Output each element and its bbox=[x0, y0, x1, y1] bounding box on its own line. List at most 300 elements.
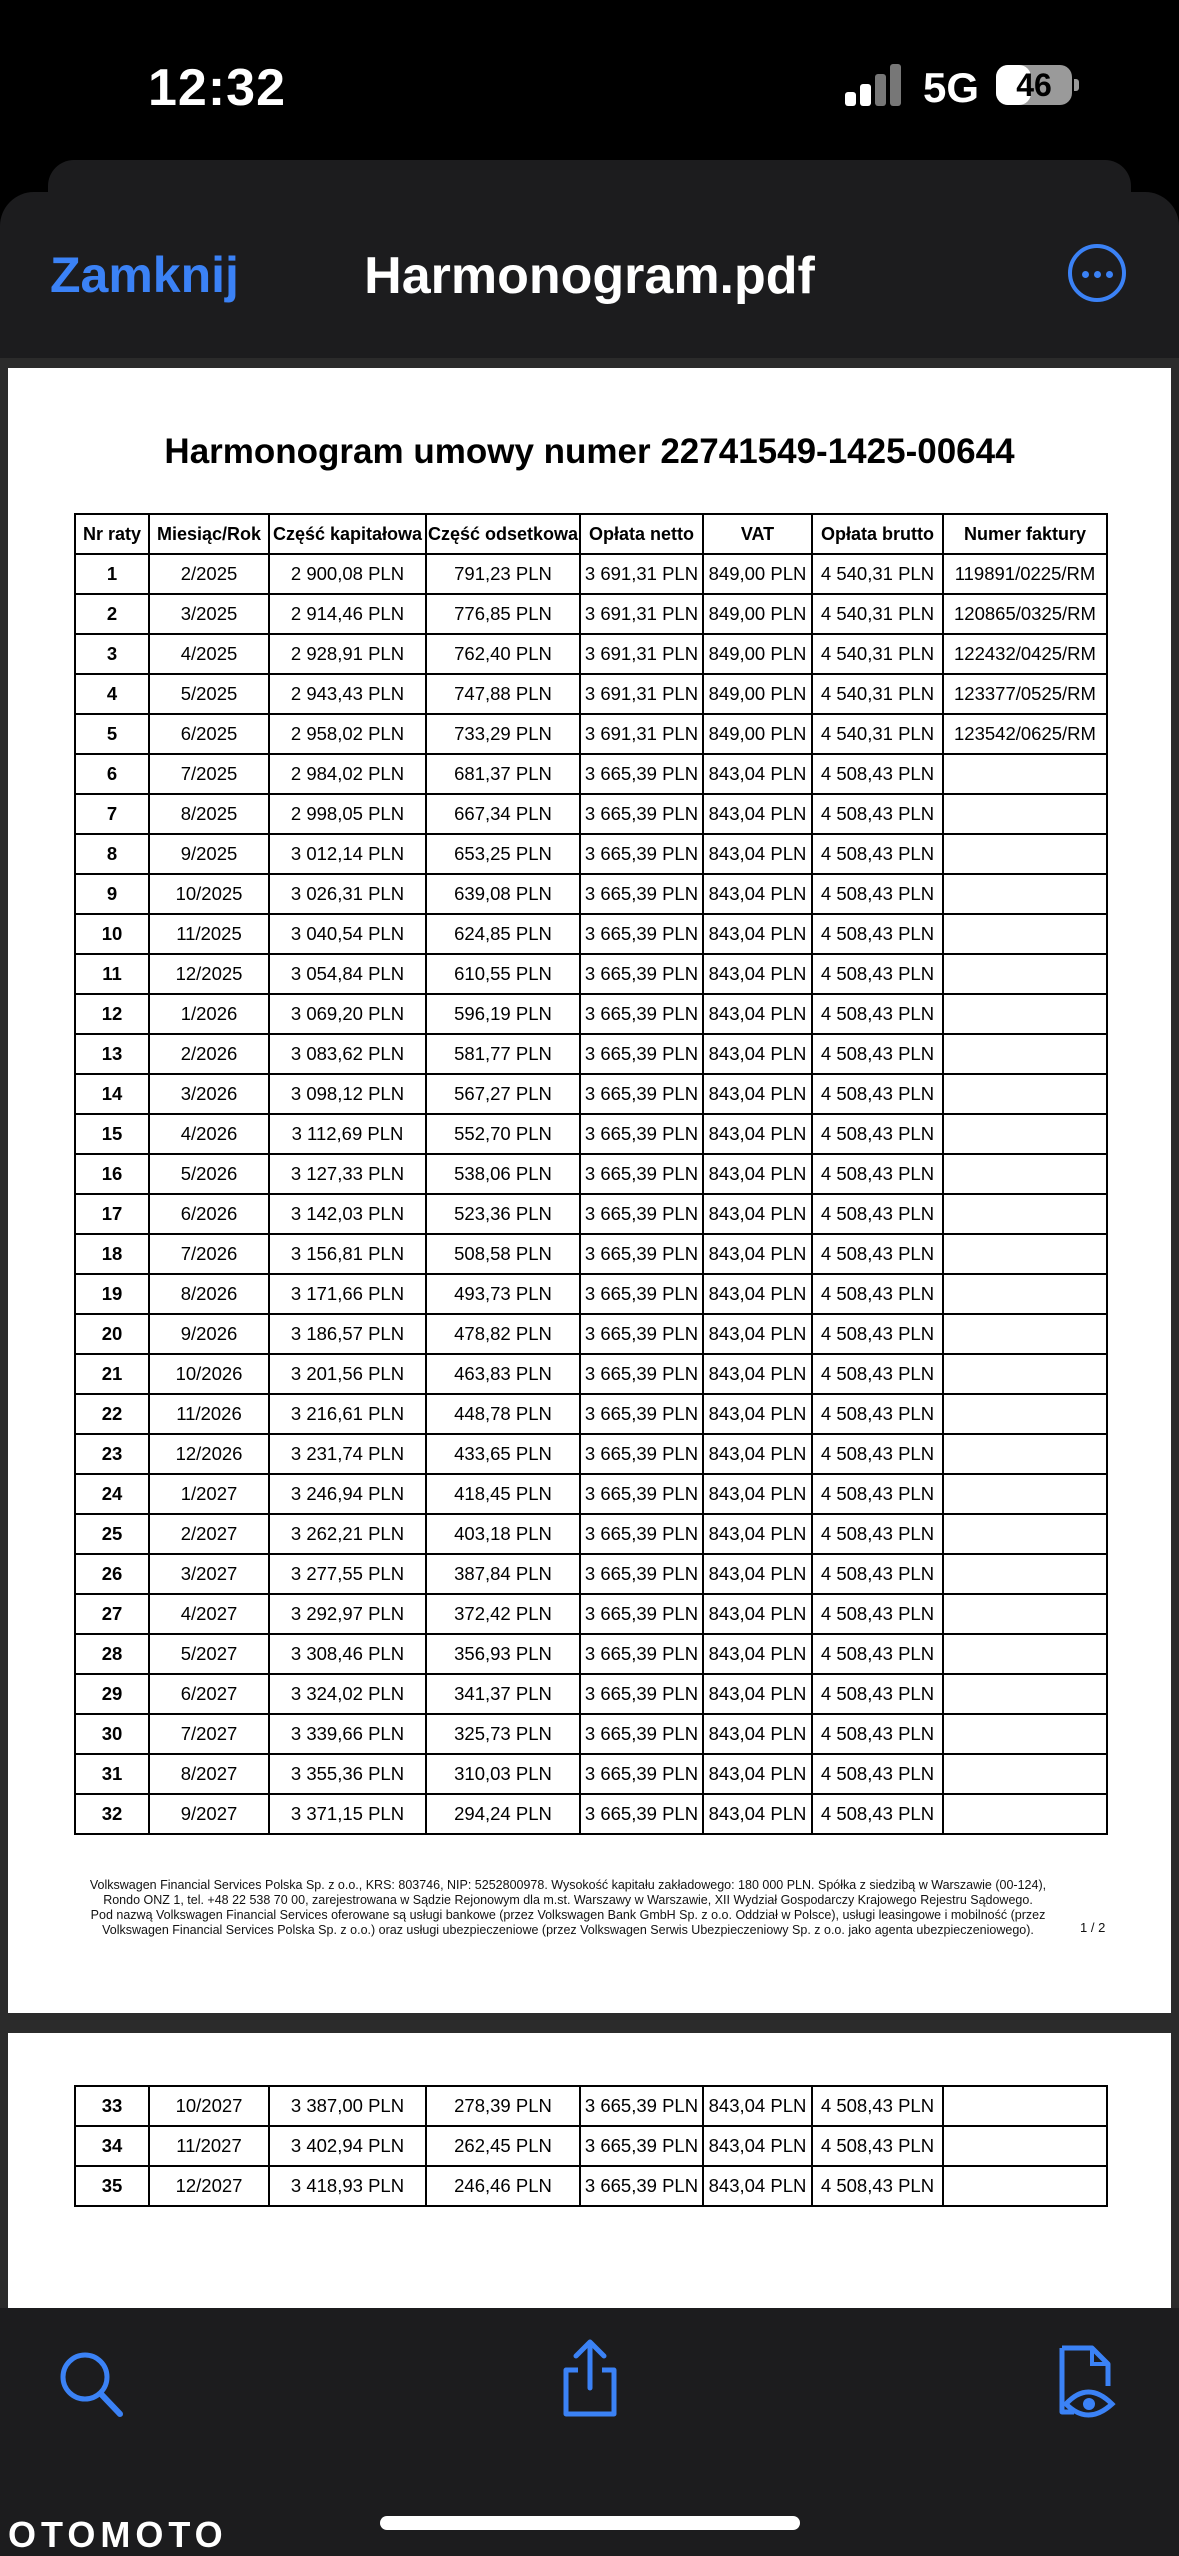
table-cell: 538,06 PLN bbox=[426, 1154, 580, 1194]
table-cell: 463,83 PLN bbox=[426, 1354, 580, 1394]
table-cell: 11/2027 bbox=[149, 2126, 269, 2166]
table-cell: 5/2025 bbox=[149, 674, 269, 714]
table-cell bbox=[943, 1674, 1107, 1714]
table-cell bbox=[943, 2126, 1107, 2166]
table-cell: 567,27 PLN bbox=[426, 1074, 580, 1114]
pdf-page-1 bbox=[8, 368, 1171, 2013]
home-indicator[interactable] bbox=[380, 2516, 800, 2530]
table-cell bbox=[943, 1554, 1107, 1594]
table-cell: 2 958,02 PLN bbox=[269, 714, 426, 754]
table-cell: 4 508,43 PLN bbox=[812, 1034, 943, 1074]
status-time: 12:32 bbox=[148, 59, 286, 117]
table-row bbox=[75, 1234, 1107, 1274]
table-cell: 3 665,39 PLN bbox=[580, 1314, 703, 1354]
table-cell: 372,42 PLN bbox=[426, 1594, 580, 1634]
table-cell: 849,00 PLN bbox=[703, 714, 812, 754]
table-cell: 34 bbox=[75, 2126, 149, 2166]
table-cell bbox=[943, 1594, 1107, 1634]
table-cell: 639,08 PLN bbox=[426, 874, 580, 914]
table-cell: 4 508,43 PLN bbox=[812, 1114, 943, 1154]
table-cell: 733,29 PLN bbox=[426, 714, 580, 754]
table-cell: 3 054,84 PLN bbox=[269, 954, 426, 994]
table-cell: 849,00 PLN bbox=[703, 634, 812, 674]
table-row bbox=[75, 1554, 1107, 1594]
table-row bbox=[75, 2126, 1107, 2166]
table-cell: 843,04 PLN bbox=[703, 1274, 812, 1314]
table-cell: 3 665,39 PLN bbox=[580, 874, 703, 914]
table-cell: 35 bbox=[75, 2166, 149, 2206]
table-cell bbox=[943, 1474, 1107, 1514]
table-cell: 3 665,39 PLN bbox=[580, 1114, 703, 1154]
column-header: Numer faktury bbox=[943, 514, 1107, 554]
table-cell: 7/2026 bbox=[149, 1234, 269, 1274]
table-cell: 4 508,43 PLN bbox=[812, 1794, 943, 1834]
table-cell: 843,04 PLN bbox=[703, 1074, 812, 1114]
table-cell: 4 508,43 PLN bbox=[812, 2126, 943, 2166]
table-cell: 341,37 PLN bbox=[426, 1674, 580, 1714]
legal-footer bbox=[78, 1878, 1058, 1938]
table-cell: 4 508,43 PLN bbox=[812, 1514, 943, 1554]
table-cell: 3 665,39 PLN bbox=[580, 1274, 703, 1314]
table-cell: 3 186,57 PLN bbox=[269, 1314, 426, 1354]
column-header: Opłata brutto bbox=[812, 514, 943, 554]
table-cell: 3 069,20 PLN bbox=[269, 994, 426, 1034]
table-row bbox=[75, 1354, 1107, 1394]
table-cell: 24 bbox=[75, 1474, 149, 1514]
table-cell: 3 355,36 PLN bbox=[269, 1754, 426, 1794]
table-cell: 4 540,31 PLN bbox=[812, 634, 943, 674]
table-cell: 6/2026 bbox=[149, 1194, 269, 1234]
table-cell: 4 540,31 PLN bbox=[812, 714, 943, 754]
table-cell: 4 508,43 PLN bbox=[812, 834, 943, 874]
table-cell: 843,04 PLN bbox=[703, 1474, 812, 1514]
table-cell: 843,04 PLN bbox=[703, 954, 812, 994]
table-cell: 17 bbox=[75, 1194, 149, 1234]
table-cell: 19 bbox=[75, 1274, 149, 1314]
table-cell: 3 691,31 PLN bbox=[580, 634, 703, 674]
table-cell: 3 142,03 PLN bbox=[269, 1194, 426, 1234]
table-cell: 7/2027 bbox=[149, 1714, 269, 1754]
table-row bbox=[75, 554, 1107, 594]
table-cell: 1 bbox=[75, 554, 149, 594]
table-row bbox=[75, 1514, 1107, 1554]
table-cell: 3 665,39 PLN bbox=[580, 1714, 703, 1754]
table-cell: 3 665,39 PLN bbox=[580, 1074, 703, 1114]
table-cell: 4 508,43 PLN bbox=[812, 1354, 943, 1394]
table-cell bbox=[943, 1234, 1107, 1274]
table-cell: 843,04 PLN bbox=[703, 1634, 812, 1674]
table-row bbox=[75, 1114, 1107, 1154]
table-cell: 4 508,43 PLN bbox=[812, 1474, 943, 1514]
table-cell: 30 bbox=[75, 1714, 149, 1754]
table-cell: 4 508,43 PLN bbox=[812, 1554, 943, 1594]
table-cell: 1/2026 bbox=[149, 994, 269, 1034]
table-cell: 4 508,43 PLN bbox=[812, 994, 943, 1034]
table-header-row bbox=[75, 514, 1107, 554]
table-cell: 3 026,31 PLN bbox=[269, 874, 426, 914]
table-cell: 843,04 PLN bbox=[703, 1674, 812, 1714]
table-cell: 2 984,02 PLN bbox=[269, 754, 426, 794]
table-cell: 3 691,31 PLN bbox=[580, 554, 703, 594]
table-cell: 4 508,43 PLN bbox=[812, 1314, 943, 1354]
table-cell: 776,85 PLN bbox=[426, 594, 580, 634]
table-cell: 2 900,08 PLN bbox=[269, 554, 426, 594]
table-cell: 2 914,46 PLN bbox=[269, 594, 426, 634]
table-cell: 3 083,62 PLN bbox=[269, 1034, 426, 1074]
table-cell: 4 508,43 PLN bbox=[812, 1154, 943, 1194]
table-cell: 478,82 PLN bbox=[426, 1314, 580, 1354]
table-cell: 18 bbox=[75, 1234, 149, 1274]
table-cell bbox=[943, 834, 1107, 874]
share-icon[interactable] bbox=[560, 2338, 620, 2418]
table-cell: 3 665,39 PLN bbox=[580, 2086, 703, 2126]
table-cell: 3 665,39 PLN bbox=[580, 1594, 703, 1634]
table-cell: 3 665,39 PLN bbox=[580, 1034, 703, 1074]
table-cell: 493,73 PLN bbox=[426, 1274, 580, 1314]
table-cell: 2/2026 bbox=[149, 1034, 269, 1074]
table-cell: 33 bbox=[75, 2086, 149, 2126]
column-header: Część kapitałowa bbox=[269, 514, 426, 554]
table-cell bbox=[943, 1314, 1107, 1354]
table-cell bbox=[943, 1034, 1107, 1074]
table-cell: 2 943,43 PLN bbox=[269, 674, 426, 714]
table-cell: 2/2027 bbox=[149, 1514, 269, 1554]
table-cell: 3 665,39 PLN bbox=[580, 1194, 703, 1234]
table-cell: 120865/0325/RM bbox=[943, 594, 1107, 634]
table-cell: 843,04 PLN bbox=[703, 1114, 812, 1154]
table-cell: 4 508,43 PLN bbox=[812, 1274, 943, 1314]
table-cell: 596,19 PLN bbox=[426, 994, 580, 1034]
table-cell: 843,04 PLN bbox=[703, 1514, 812, 1554]
table-cell: 8/2026 bbox=[149, 1274, 269, 1314]
table-cell: 3 665,39 PLN bbox=[580, 994, 703, 1034]
table-cell: 2/2025 bbox=[149, 554, 269, 594]
table-cell bbox=[943, 1514, 1107, 1554]
column-header: VAT bbox=[703, 514, 812, 554]
table-cell: 3 665,39 PLN bbox=[580, 794, 703, 834]
more-icon bbox=[1082, 271, 1089, 278]
table-cell: 9/2027 bbox=[149, 1794, 269, 1834]
table-cell: 4 540,31 PLN bbox=[812, 594, 943, 634]
table-cell: 3 691,31 PLN bbox=[580, 714, 703, 754]
page-number: 1 / 2 bbox=[1080, 1920, 1106, 1935]
footer-line: Volkswagen Financial Services Polska Sp. z o.o., KRS: 803746, NIP: 5252800978. Wysokość kapitału zakładowego: 180 000 PLN. Spółka z siedzibą w Warszawie (00-124), bbox=[89, 1878, 1047, 1892]
table-cell: 3 665,39 PLN bbox=[580, 2126, 703, 2166]
table-cell: 9/2025 bbox=[149, 834, 269, 874]
table-cell: 843,04 PLN bbox=[703, 1554, 812, 1594]
table-row bbox=[75, 1394, 1107, 1434]
table-cell: 3 171,66 PLN bbox=[269, 1274, 426, 1314]
table-cell: 653,25 PLN bbox=[426, 834, 580, 874]
table-row bbox=[75, 1274, 1107, 1314]
table-cell: 843,04 PLN bbox=[703, 1754, 812, 1794]
table-cell: 4 508,43 PLN bbox=[812, 914, 943, 954]
table-cell: 3 402,94 PLN bbox=[269, 2126, 426, 2166]
pdf-page-2 bbox=[8, 2033, 1171, 2308]
table-cell: 3 012,14 PLN bbox=[269, 834, 426, 874]
table-row bbox=[75, 2086, 1107, 2126]
table-cell: 4 508,43 PLN bbox=[812, 1754, 943, 1794]
table-cell: 843,04 PLN bbox=[703, 1594, 812, 1634]
table-cell bbox=[943, 1194, 1107, 1234]
network-type: 5G bbox=[923, 64, 980, 111]
table-row bbox=[75, 634, 1107, 674]
table-cell: 8/2025 bbox=[149, 794, 269, 834]
table-cell: 843,04 PLN bbox=[703, 1354, 812, 1394]
table-cell: 418,45 PLN bbox=[426, 1474, 580, 1514]
table-cell: 610,55 PLN bbox=[426, 954, 580, 994]
table-cell: 5/2027 bbox=[149, 1634, 269, 1674]
table-row bbox=[75, 1194, 1107, 1234]
close-button[interactable]: Zamknij bbox=[50, 247, 239, 303]
table-cell: 10/2025 bbox=[149, 874, 269, 914]
table-row bbox=[75, 1794, 1107, 1834]
table-cell: 3 691,31 PLN bbox=[580, 674, 703, 714]
table-cell: 11/2025 bbox=[149, 914, 269, 954]
table-cell: 387,84 PLN bbox=[426, 1554, 580, 1594]
markup-icon[interactable] bbox=[1050, 2342, 1120, 2422]
table-cell: 10/2026 bbox=[149, 1354, 269, 1394]
table-cell: 12/2025 bbox=[149, 954, 269, 994]
table-cell: 3 665,39 PLN bbox=[580, 1394, 703, 1434]
table-cell: 4 508,43 PLN bbox=[812, 2086, 943, 2126]
table-cell: 4 508,43 PLN bbox=[812, 1714, 943, 1754]
pdf-viewer[interactable] bbox=[0, 358, 1179, 2308]
table-cell: 3/2027 bbox=[149, 1554, 269, 1594]
table-cell: 3 308,46 PLN bbox=[269, 1634, 426, 1674]
table-row bbox=[75, 914, 1107, 954]
table-cell: 3 691,31 PLN bbox=[580, 594, 703, 634]
table-cell: 12 bbox=[75, 994, 149, 1034]
schedule-table bbox=[74, 513, 1108, 1835]
table-cell: 15 bbox=[75, 1114, 149, 1154]
table-cell: 843,04 PLN bbox=[703, 834, 812, 874]
table-row bbox=[75, 1714, 1107, 1754]
table-cell: 3 246,94 PLN bbox=[269, 1474, 426, 1514]
table-cell bbox=[943, 1434, 1107, 1474]
table-cell: 123542/0625/RM bbox=[943, 714, 1107, 754]
table-cell bbox=[943, 1754, 1107, 1794]
table-cell: 3/2025 bbox=[149, 594, 269, 634]
table-cell bbox=[943, 994, 1107, 1034]
table-cell: 843,04 PLN bbox=[703, 1234, 812, 1274]
table-cell: 843,04 PLN bbox=[703, 1154, 812, 1194]
table-cell: 3 665,39 PLN bbox=[580, 1434, 703, 1474]
table-row bbox=[75, 994, 1107, 1034]
table-row bbox=[75, 2166, 1107, 2206]
table-cell bbox=[943, 1714, 1107, 1754]
table-cell: 3 339,66 PLN bbox=[269, 1714, 426, 1754]
table-cell: 843,04 PLN bbox=[703, 2126, 812, 2166]
schedule-title: Harmonogram umowy numer 22741549-1425-00644 bbox=[164, 432, 1015, 471]
schedule-table-continued bbox=[74, 2085, 1108, 2207]
table-cell: 843,04 PLN bbox=[703, 1194, 812, 1234]
table-cell bbox=[943, 1634, 1107, 1674]
table-cell: 681,37 PLN bbox=[426, 754, 580, 794]
table-cell: 4 508,43 PLN bbox=[812, 1594, 943, 1634]
table-cell: 32 bbox=[75, 1794, 149, 1834]
table-cell: 4 508,43 PLN bbox=[812, 954, 943, 994]
table-cell: 3 324,02 PLN bbox=[269, 1674, 426, 1714]
table-cell: 119891/0225/RM bbox=[943, 554, 1107, 594]
table-cell: 3 665,39 PLN bbox=[580, 1554, 703, 1594]
table-cell: 6/2027 bbox=[149, 1674, 269, 1714]
table-row bbox=[75, 1074, 1107, 1114]
table-cell: 843,04 PLN bbox=[703, 1714, 812, 1754]
table-cell: 9/2026 bbox=[149, 1314, 269, 1354]
table-row bbox=[75, 954, 1107, 994]
table-cell: 3 371,15 PLN bbox=[269, 1794, 426, 1834]
table-cell: 23 bbox=[75, 1434, 149, 1474]
table-cell: 4/2027 bbox=[149, 1594, 269, 1634]
table-cell: 3 665,39 PLN bbox=[580, 2166, 703, 2206]
table-cell: 4 508,43 PLN bbox=[812, 1674, 943, 1714]
table-cell: 10 bbox=[75, 914, 149, 954]
table-cell: 4 508,43 PLN bbox=[812, 1234, 943, 1274]
table-cell: 5/2026 bbox=[149, 1154, 269, 1194]
table-cell: 3 665,39 PLN bbox=[580, 1794, 703, 1834]
table-cell bbox=[943, 874, 1107, 914]
table-cell: 762,40 PLN bbox=[426, 634, 580, 674]
table-cell: 7/2025 bbox=[149, 754, 269, 794]
table-cell: 3 665,39 PLN bbox=[580, 1674, 703, 1714]
table-cell: 5 bbox=[75, 714, 149, 754]
table-cell: 3 665,39 PLN bbox=[580, 754, 703, 794]
table-cell: 8/2027 bbox=[149, 1754, 269, 1794]
table-cell: 3 277,55 PLN bbox=[269, 1554, 426, 1594]
table-cell: 2 928,91 PLN bbox=[269, 634, 426, 674]
table-cell: 3 112,69 PLN bbox=[269, 1114, 426, 1154]
table-cell: 3/2026 bbox=[149, 1074, 269, 1114]
table-cell: 4 508,43 PLN bbox=[812, 1434, 943, 1474]
table-cell: 3 292,97 PLN bbox=[269, 1594, 426, 1634]
search-icon[interactable] bbox=[58, 2350, 124, 2420]
table-cell: 843,04 PLN bbox=[703, 914, 812, 954]
document-title: Harmonogram.pdf bbox=[364, 247, 815, 305]
table-cell: 3 201,56 PLN bbox=[269, 1354, 426, 1394]
table-cell: 843,04 PLN bbox=[703, 1794, 812, 1834]
table-cell: 3 127,33 PLN bbox=[269, 1154, 426, 1194]
table-cell: 9 bbox=[75, 874, 149, 914]
table-cell bbox=[943, 1354, 1107, 1394]
table-cell: 3 bbox=[75, 634, 149, 674]
table-cell: 31 bbox=[75, 1754, 149, 1794]
table-cell: 3 665,39 PLN bbox=[580, 954, 703, 994]
table-cell: 4 bbox=[75, 674, 149, 714]
table-cell bbox=[943, 1114, 1107, 1154]
table-cell: 123377/0525/RM bbox=[943, 674, 1107, 714]
table-cell: 843,04 PLN bbox=[703, 874, 812, 914]
table-row bbox=[75, 714, 1107, 754]
table-cell: 12/2027 bbox=[149, 2166, 269, 2206]
table-cell: 246,46 PLN bbox=[426, 2166, 580, 2206]
more-options-button[interactable] bbox=[1068, 244, 1126, 302]
table-cell: 10/2027 bbox=[149, 2086, 269, 2126]
table-cell: 403,18 PLN bbox=[426, 1514, 580, 1554]
column-header: Nr raty bbox=[75, 514, 149, 554]
table-cell: 3 665,39 PLN bbox=[580, 1154, 703, 1194]
table-cell: 3 665,39 PLN bbox=[580, 1514, 703, 1554]
table-row bbox=[75, 1154, 1107, 1194]
table-row bbox=[75, 674, 1107, 714]
footer-line: Rondo ONZ 1, tel. +48 22 538 70 00, zarejestrowana w Sądzie Rejonowym dla m.st. Warszawy w Warszawie, XII Wydział Gospodarczy Krajowego Rejestru Sądowego. bbox=[103, 1893, 1033, 1907]
table-cell: 3 040,54 PLN bbox=[269, 914, 426, 954]
table-cell: 22 bbox=[75, 1394, 149, 1434]
table-cell: 843,04 PLN bbox=[703, 1034, 812, 1074]
battery-level: 46 bbox=[1016, 67, 1052, 103]
table-cell: 262,45 PLN bbox=[426, 2126, 580, 2166]
footer-line: Pod nazwą Volkswagen Financial Services oferowane są usługi bankowe (przez Volkswagen Bank GmbH Sp. z o.o. Oddział w Polsce), usługi leasingowe i mobilność (przez bbox=[90, 1908, 1046, 1922]
table-cell: 122432/0425/RM bbox=[943, 634, 1107, 674]
table-cell: 28 bbox=[75, 1634, 149, 1674]
table-cell: 843,04 PLN bbox=[703, 754, 812, 794]
table-cell: 21 bbox=[75, 1354, 149, 1394]
table-cell: 25 bbox=[75, 1514, 149, 1554]
table-cell: 843,04 PLN bbox=[703, 2166, 812, 2206]
battery-icon bbox=[996, 65, 1072, 105]
table-cell bbox=[943, 2166, 1107, 2206]
column-header: Miesiąc/Rok bbox=[149, 514, 269, 554]
table-cell: 278,39 PLN bbox=[426, 2086, 580, 2126]
table-row bbox=[75, 1434, 1107, 1474]
table-cell: 843,04 PLN bbox=[703, 1394, 812, 1434]
table-cell bbox=[943, 914, 1107, 954]
table-cell: 7 bbox=[75, 794, 149, 834]
table-cell: 4/2025 bbox=[149, 634, 269, 674]
table-cell: 791,23 PLN bbox=[426, 554, 580, 594]
table-cell: 16 bbox=[75, 1154, 149, 1194]
table-cell bbox=[943, 1154, 1107, 1194]
table-row bbox=[75, 1594, 1107, 1634]
signal-icon bbox=[845, 62, 903, 106]
table-cell: 29 bbox=[75, 1674, 149, 1714]
table-cell: 3 216,61 PLN bbox=[269, 1394, 426, 1434]
table-cell: 3 156,81 PLN bbox=[269, 1234, 426, 1274]
table-row bbox=[75, 1754, 1107, 1794]
table-cell: 3 665,39 PLN bbox=[580, 1354, 703, 1394]
table-cell: 4/2026 bbox=[149, 1114, 269, 1154]
table-cell: 3 262,21 PLN bbox=[269, 1514, 426, 1554]
table-cell: 4 508,43 PLN bbox=[812, 1394, 943, 1434]
table-cell: 448,78 PLN bbox=[426, 1394, 580, 1434]
table-cell: 523,36 PLN bbox=[426, 1194, 580, 1234]
table-cell: 11/2026 bbox=[149, 1394, 269, 1434]
table-row bbox=[75, 1634, 1107, 1674]
table-cell: 2 998,05 PLN bbox=[269, 794, 426, 834]
table-cell: 310,03 PLN bbox=[426, 1754, 580, 1794]
column-header: Opłata netto bbox=[580, 514, 703, 554]
table-cell: 12/2026 bbox=[149, 1434, 269, 1474]
table-cell: 8 bbox=[75, 834, 149, 874]
table-cell: 4 540,31 PLN bbox=[812, 674, 943, 714]
table-cell: 6/2025 bbox=[149, 714, 269, 754]
table-cell: 624,85 PLN bbox=[426, 914, 580, 954]
otomoto-watermark: OTOMOTO bbox=[8, 2514, 228, 2555]
table-row bbox=[75, 594, 1107, 634]
table-cell: 849,00 PLN bbox=[703, 554, 812, 594]
table-cell: 4 508,43 PLN bbox=[812, 2166, 943, 2206]
table-cell: 3 231,74 PLN bbox=[269, 1434, 426, 1474]
table-cell: 843,04 PLN bbox=[703, 994, 812, 1034]
table-cell: 4 540,31 PLN bbox=[812, 554, 943, 594]
table-cell: 26 bbox=[75, 1554, 149, 1594]
battery-tip bbox=[1074, 79, 1079, 91]
table-cell bbox=[943, 2086, 1107, 2126]
table-row bbox=[75, 754, 1107, 794]
table-cell: 581,77 PLN bbox=[426, 1034, 580, 1074]
table-cell: 433,65 PLN bbox=[426, 1434, 580, 1474]
table-cell: 1/2027 bbox=[149, 1474, 269, 1514]
